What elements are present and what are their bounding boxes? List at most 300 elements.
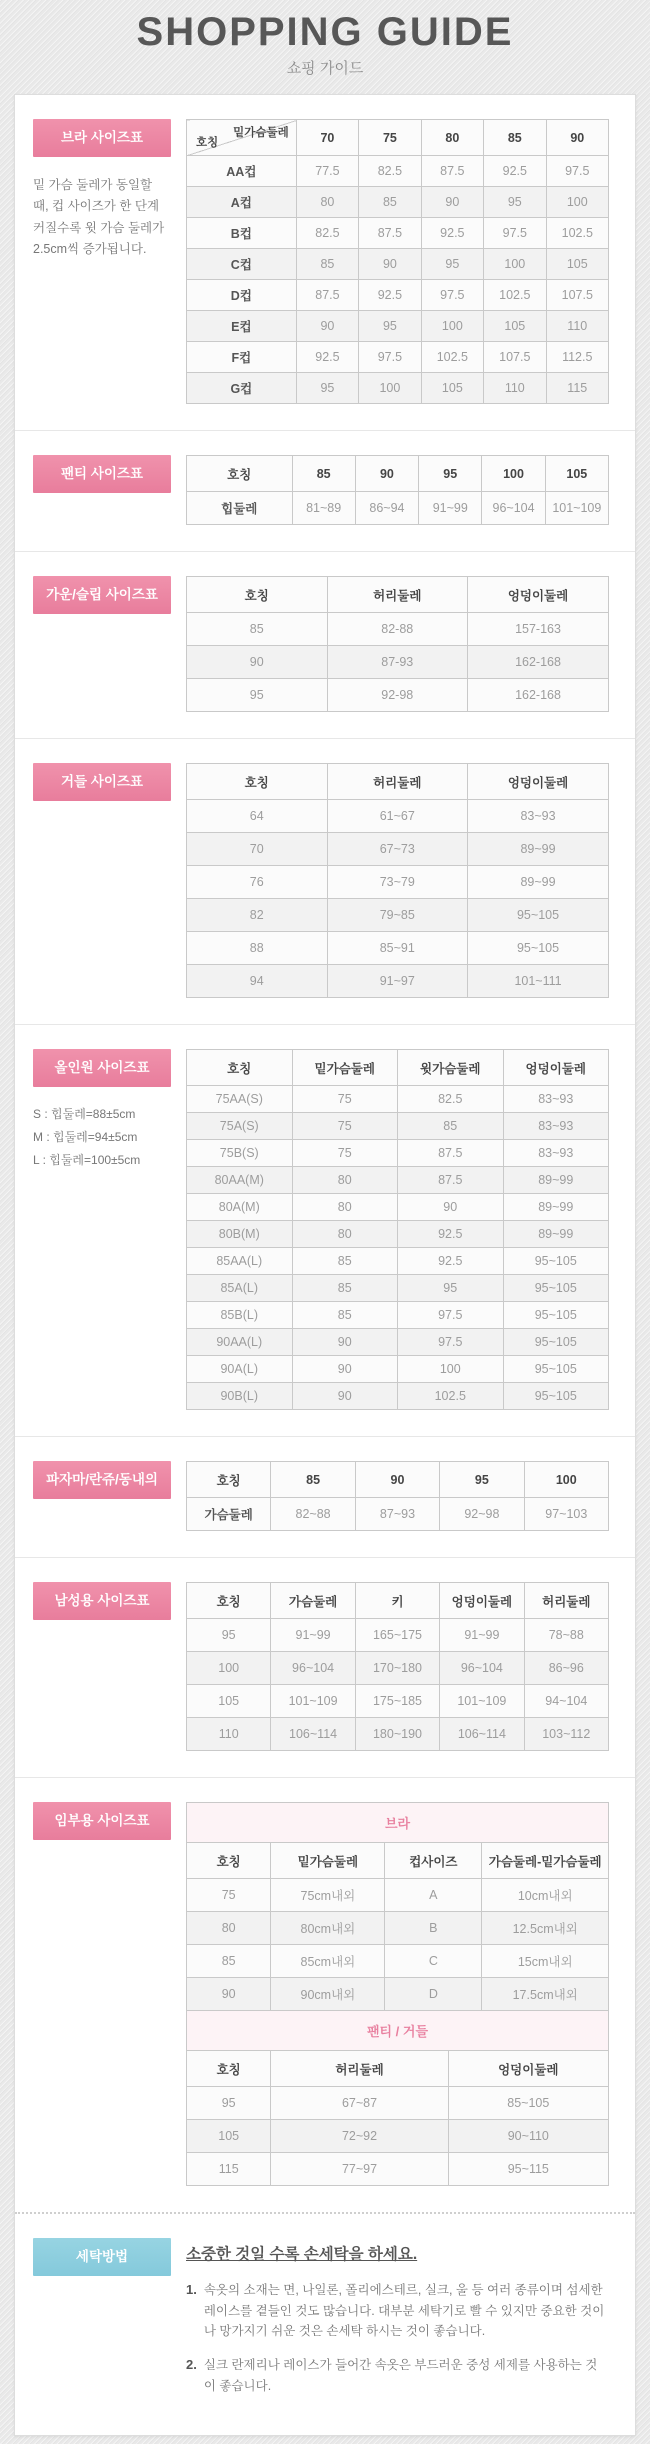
gown-section-label: 가운/슬립 사이즈표 [33, 576, 171, 614]
table-cell: A컵 [187, 187, 297, 218]
table-cell: D컵 [187, 280, 297, 311]
table-cell: 180~190 [355, 1718, 439, 1751]
table-cell: E컵 [187, 311, 297, 342]
table-cell: 95 [296, 373, 358, 404]
table-cell: 89~99 [503, 1221, 609, 1248]
table-cell: C컵 [187, 249, 297, 280]
table-cell: 105 [546, 249, 608, 280]
table-row [187, 249, 609, 280]
table-cell: 96~104 [440, 1652, 524, 1685]
table-cell: 87.5 [296, 280, 358, 311]
table-header-row [187, 1843, 609, 1879]
table-cell: 82.5 [359, 156, 421, 187]
section-washing [15, 2212, 635, 2435]
table-cell: 90 [292, 1329, 398, 1356]
table-cell: 96~104 [271, 1652, 355, 1685]
table-cell: 80 [292, 1221, 398, 1248]
table-header-row [187, 120, 609, 156]
header-cell: 95 [440, 1462, 524, 1498]
table-cell: 95 [359, 311, 421, 342]
section-pajama [15, 1436, 635, 1557]
table-cell: 170~180 [355, 1652, 439, 1685]
table-header-row [187, 1050, 609, 1086]
table-cell: 90 [398, 1194, 504, 1221]
table-cell: 85~91 [327, 932, 468, 965]
table-row [187, 156, 609, 187]
bra-side-column [33, 119, 171, 404]
table-cell: 89~99 [468, 833, 609, 866]
table-cell: 95 [421, 249, 483, 280]
pajama-side-column [33, 1461, 171, 1531]
table-cell: 80 [296, 187, 358, 218]
table-cell: 105 [187, 1685, 271, 1718]
table-cell: 82 [187, 899, 328, 932]
table-cell: 100 [398, 1356, 504, 1383]
section-maternity [15, 1777, 635, 2212]
table-cell: G컵 [187, 373, 297, 404]
table-cell: 83~93 [503, 1113, 609, 1140]
table-cell: 102.5 [398, 1383, 504, 1410]
table-cell: 95 [484, 187, 546, 218]
table-cell: 92.5 [398, 1221, 504, 1248]
mens-side-column [33, 1582, 171, 1751]
table-cell: 91~97 [327, 965, 468, 998]
table-cell: 90 [359, 249, 421, 280]
table-row [187, 218, 609, 249]
table-cell: 85 [359, 187, 421, 218]
page-header [0, 0, 650, 94]
table-row [187, 613, 609, 646]
header-cell: 호칭 [187, 1843, 271, 1879]
header-cell: 호칭 [187, 456, 293, 492]
table-row [187, 342, 609, 373]
table-row [187, 1302, 609, 1329]
table-cell: 100 [484, 249, 546, 280]
table-cell: 95~105 [503, 1248, 609, 1275]
table-cell: 17.5cm내외 [482, 1978, 609, 2011]
girdle-section-label: 거들 사이즈표 [33, 763, 171, 801]
table-header-row [187, 456, 609, 492]
gown-size-table-grid [186, 576, 609, 712]
washing-item-2-number: 2. [186, 2356, 197, 2372]
bra-section-note: 밑 가슴 둘레가 동일할 때, 컵 사이즈가 한 단계 커질수록 윗 가슴 둘레가 2.5cm씩 증가됩니다. [33, 178, 165, 256]
table-cell: 80AA(M) [187, 1167, 293, 1194]
pajama-section-label: 파자마/란쥬/동내의 [33, 1461, 171, 1499]
table-cell: 92.5 [359, 280, 421, 311]
table-cell: 70 [187, 833, 328, 866]
table-cell: 162-168 [468, 646, 609, 679]
table-header-row [187, 764, 609, 800]
table-cell: 75cm내외 [271, 1879, 385, 1912]
table-cell: 102.5 [546, 218, 608, 249]
table-cell: 95 [187, 2087, 271, 2120]
table-cell: 85 [292, 1248, 398, 1275]
table-cell: 102.5 [484, 280, 546, 311]
mens-size-table [186, 1582, 609, 1751]
table-cell: 92.5 [296, 342, 358, 373]
table-cell: 90A(L) [187, 1356, 293, 1383]
table-cell: 90 [296, 311, 358, 342]
table-header-row [187, 577, 609, 613]
table-cell: 85 [292, 1275, 398, 1302]
table-cell: 75 [292, 1140, 398, 1167]
table-cell: 103~112 [524, 1718, 608, 1751]
gown-size-table [186, 576, 609, 712]
table-cell: 95~105 [468, 932, 609, 965]
table-row [187, 1167, 609, 1194]
header-cell: 호칭 [187, 2051, 271, 2087]
page-title: SHOPPING GUIDE [136, 10, 514, 54]
allinone-side-column [33, 1049, 171, 1410]
table-cell: 90 [187, 1978, 271, 2011]
header-cell: 호칭 [187, 764, 328, 800]
header-cell: 윗가슴둘레 [398, 1050, 504, 1086]
table-cell: 100 [546, 187, 608, 218]
table-cell: 97.5 [398, 1302, 504, 1329]
panty-side-column [33, 455, 171, 525]
header-cell: 밑가슴둘레 [271, 1843, 385, 1879]
header-cell: 허리둘레 [327, 764, 468, 800]
table-cell: 75 [292, 1086, 398, 1113]
washing-item-1 [186, 2280, 609, 2342]
table-row [187, 1221, 609, 1248]
section-mens [15, 1557, 635, 1777]
table-cell: 86~96 [524, 1652, 608, 1685]
table-header-row [187, 1462, 609, 1498]
table-cell: 101~109 [271, 1685, 355, 1718]
table-cell: 90 [421, 187, 483, 218]
table-row [187, 932, 609, 965]
allinone-size-table-grid [186, 1049, 609, 1410]
table-cell: 85 [187, 613, 328, 646]
maternity-panty-girdle-table-grid [186, 2050, 609, 2186]
table-cell: 90~110 [448, 2120, 608, 2153]
header-cell: 엉덩이둘레 [448, 2051, 608, 2087]
table-row [187, 646, 609, 679]
header-cell: 가슴둘레-밑가슴둘레 [482, 1843, 609, 1879]
table-row [187, 1275, 609, 1302]
table-row [187, 866, 609, 899]
panty-section-label: 팬티 사이즈표 [33, 455, 171, 493]
table-row [187, 1912, 609, 1945]
table-cell: 95~105 [468, 899, 609, 932]
table-cell: 101~109 [545, 492, 608, 525]
table-cell: 101~109 [440, 1685, 524, 1718]
table-cell: 64 [187, 800, 328, 833]
table-cell: 82.5 [398, 1086, 504, 1113]
pajama-size-table-grid [186, 1461, 609, 1531]
section-allinone [15, 1024, 635, 1436]
table-cell: 95~105 [503, 1275, 609, 1302]
table-row [187, 1248, 609, 1275]
allinone-section-label: 올인원 사이즈표 [33, 1049, 171, 1087]
maternity-panty-girdle-table [186, 2050, 609, 2186]
maternity-side-column [33, 1802, 171, 2186]
header-cell: 100 [482, 456, 545, 492]
washing-item-1-text: 속옷의 소재는 면, 나일론, 폴리에스테르, 실크, 울 등 여러 종류이며 섬세한 레이스를 곁들인 것도 많습니다. 대부분 세탁기로 빨 수 있지만 중요한 것이나 망가지기 쉬운 것은 손세탁 하시는 것이 좋습니다. [203, 2283, 605, 2339]
table-cell: 85AA(L) [187, 1248, 293, 1275]
table-row [187, 1113, 609, 1140]
table-cell: 91~99 [440, 1619, 524, 1652]
table-cell: A [385, 1879, 482, 1912]
header-cell: 컵사이즈 [385, 1843, 482, 1879]
table-row [187, 899, 609, 932]
table-cell: 110 [546, 311, 608, 342]
table-row [187, 1685, 609, 1718]
header-cell: 90 [355, 1462, 439, 1498]
header-cell: 95 [419, 456, 482, 492]
table-cell: 75A(S) [187, 1113, 293, 1140]
table-cell: 89~99 [503, 1194, 609, 1221]
table-row [187, 1619, 609, 1652]
table-cell: 101~111 [468, 965, 609, 998]
table-cell: B컵 [187, 218, 297, 249]
allinone-size-table [186, 1049, 609, 1410]
washing-content [186, 2238, 609, 2409]
corner-cell [187, 120, 297, 156]
table-cell: 80A(M) [187, 1194, 293, 1221]
table-row [187, 1194, 609, 1221]
header-cell: 85 [484, 120, 546, 156]
maternity-bra-table [186, 1842, 609, 2011]
header-cell: 100 [524, 1462, 608, 1498]
table-row [187, 373, 609, 404]
table-cell: 89~99 [503, 1167, 609, 1194]
bra-section-label: 브라 사이즈표 [33, 119, 171, 157]
table-cell: 95 [187, 1619, 271, 1652]
table-cell: 95~105 [503, 1329, 609, 1356]
table-cell: 105 [484, 311, 546, 342]
page-subtitle: 쇼핑 가이드 [286, 60, 364, 77]
header-cell: 키 [355, 1583, 439, 1619]
header-cell: 70 [296, 120, 358, 156]
table-row [187, 1140, 609, 1167]
table-cell: 110 [484, 373, 546, 404]
table-cell: 83~93 [503, 1140, 609, 1167]
header-cell: 가슴둘레 [271, 1583, 355, 1619]
maternity-bra-table-grid [186, 1842, 609, 2011]
table-row [187, 1652, 609, 1685]
table-cell: 89~99 [468, 866, 609, 899]
header-cell: 밑가슴둘레 [292, 1050, 398, 1086]
washing-side-column [33, 2238, 171, 2409]
table-cell: 61~67 [327, 800, 468, 833]
table-cell: 97.5 [546, 156, 608, 187]
table-cell: 72~92 [271, 2120, 448, 2153]
table-row [187, 2153, 609, 2186]
table-cell: 힙둘레 [187, 492, 293, 525]
table-cell: 87.5 [359, 218, 421, 249]
header-cell: 엉덩이둘레 [440, 1583, 524, 1619]
table-cell: 85cm내외 [271, 1945, 385, 1978]
table-cell: 85 [187, 1945, 271, 1978]
table-cell: 88 [187, 932, 328, 965]
bra-size-table [186, 119, 609, 404]
table-cell: F컵 [187, 342, 297, 373]
table-cell: 95 [187, 679, 328, 712]
table-row [187, 1718, 609, 1751]
table-row [187, 280, 609, 311]
table-cell: C [385, 1945, 482, 1978]
table-cell: 92.5 [398, 1248, 504, 1275]
table-cell: AA컵 [187, 156, 297, 187]
header-cell: 엉덩이둘레 [468, 577, 609, 613]
table-row [187, 833, 609, 866]
section-girdle [15, 738, 635, 1024]
table-cell: 12.5cm내외 [482, 1912, 609, 1945]
table-row [187, 1879, 609, 1912]
table-cell: 87-93 [327, 646, 468, 679]
table-cell: 94~104 [524, 1685, 608, 1718]
table-row [187, 1498, 609, 1531]
table-cell: 100 [421, 311, 483, 342]
mens-section-label: 남성용 사이즈표 [33, 1582, 171, 1620]
table-cell: 92~98 [440, 1498, 524, 1531]
table-row [187, 679, 609, 712]
table-cell: 10cm내외 [482, 1879, 609, 1912]
washing-section-label: 세탁방법 [33, 2238, 171, 2276]
table-cell: 85B(L) [187, 1302, 293, 1329]
section-gown-slip [15, 551, 635, 738]
header-cell: 80 [421, 120, 483, 156]
table-cell: 102.5 [421, 342, 483, 373]
table-cell: 91~99 [419, 492, 482, 525]
table-cell: 80cm내외 [271, 1912, 385, 1945]
table-cell: 97.5 [359, 342, 421, 373]
table-cell: 97.5 [398, 1329, 504, 1356]
table-cell: 95~115 [448, 2153, 608, 2186]
table-cell: D [385, 1978, 482, 2011]
table-cell: 79~85 [327, 899, 468, 932]
table-row [187, 187, 609, 218]
table-cell: 73~79 [327, 866, 468, 899]
panty-size-table [186, 455, 609, 525]
table-cell: 100 [359, 373, 421, 404]
table-cell: 90 [292, 1383, 398, 1410]
table-cell: 115 [546, 373, 608, 404]
table-cell: 87.5 [398, 1140, 504, 1167]
header-cell: 호칭 [187, 1583, 271, 1619]
corner-top-label: 밑가슴둘레 [233, 127, 289, 139]
mens-size-table-grid [186, 1582, 609, 1751]
table-cell: 87.5 [398, 1167, 504, 1194]
washing-item-2 [186, 2355, 609, 2396]
table-row [187, 965, 609, 998]
table-cell: 95~105 [503, 1383, 609, 1410]
table-row [187, 2120, 609, 2153]
girdle-side-column [33, 763, 171, 998]
table-cell: 107.5 [484, 342, 546, 373]
header-cell: 105 [545, 456, 608, 492]
header-cell: 85 [292, 456, 355, 492]
header-cell: 85 [271, 1462, 355, 1498]
table-cell: 82-88 [327, 613, 468, 646]
allinone-note-l: L : 힙둘레=100±5cm [33, 1152, 141, 1167]
girdle-size-table [186, 763, 609, 998]
table-cell: 91~99 [271, 1619, 355, 1652]
header-cell: 호칭 [187, 1462, 271, 1498]
header-cell: 90 [355, 456, 418, 492]
maternity-panty-girdle-banner: 팬티 / 거들 [186, 2010, 609, 2051]
header-cell: 엉덩이둘레 [468, 764, 609, 800]
header-cell: 호칭 [187, 577, 328, 613]
panty-size-table-grid [186, 455, 609, 525]
table-cell: 75 [292, 1113, 398, 1140]
table-cell: 92-98 [327, 679, 468, 712]
table-cell: 96~104 [482, 492, 545, 525]
table-cell: 97.5 [421, 280, 483, 311]
table-cell: 90B(L) [187, 1383, 293, 1410]
table-row [187, 1383, 609, 1410]
table-row [187, 800, 609, 833]
table-cell: 85 [292, 1302, 398, 1329]
table-cell: 175~185 [355, 1685, 439, 1718]
table-cell: 80B(M) [187, 1221, 293, 1248]
table-cell: 92.5 [421, 218, 483, 249]
table-cell: 90 [187, 646, 328, 679]
table-cell: 81~89 [292, 492, 355, 525]
table-cell: 75B(S) [187, 1140, 293, 1167]
table-cell: 83~93 [503, 1086, 609, 1113]
table-cell: 77~97 [271, 2153, 448, 2186]
table-cell: 82.5 [296, 218, 358, 249]
table-cell: 165~175 [355, 1619, 439, 1652]
table-cell: 100 [187, 1652, 271, 1685]
pajama-size-table [186, 1461, 609, 1531]
header-cell: 75 [359, 120, 421, 156]
allinone-size-notes [33, 1103, 171, 1171]
table-cell: 67~73 [327, 833, 468, 866]
table-cell: 90 [292, 1356, 398, 1383]
table-row [187, 492, 609, 525]
table-cell: 85 [296, 249, 358, 280]
table-cell: 112.5 [546, 342, 608, 373]
bra-size-table-grid [186, 119, 609, 404]
table-row [187, 1356, 609, 1383]
table-cell: 78~88 [524, 1619, 608, 1652]
table-cell: 157-163 [468, 613, 609, 646]
table-cell: 80 [187, 1912, 271, 1945]
table-row [187, 311, 609, 342]
header-cell: 엉덩이둘레 [503, 1050, 609, 1086]
table-cell: 106~114 [271, 1718, 355, 1751]
table-cell: 85 [398, 1113, 504, 1140]
table-cell: 15cm내외 [482, 1945, 609, 1978]
table-cell: 105 [187, 2120, 271, 2153]
table-cell: 106~114 [440, 1718, 524, 1751]
table-cell: 가슴둘레 [187, 1498, 271, 1531]
table-cell: 97.5 [484, 218, 546, 249]
maternity-section-label: 임부용 사이즈표 [33, 1802, 171, 1840]
header-cell: 허리둘레 [327, 577, 468, 613]
header-cell: 호칭 [187, 1050, 293, 1086]
header-cell: 허리둘레 [524, 1583, 608, 1619]
section-panty [15, 430, 635, 551]
allinone-note-m: M : 힙둘레=94±5cm [33, 1129, 138, 1144]
table-cell: 75AA(S) [187, 1086, 293, 1113]
girdle-size-table-grid [186, 763, 609, 998]
table-cell: 107.5 [546, 280, 608, 311]
table-row [187, 1329, 609, 1356]
table-cell: 76 [187, 866, 328, 899]
table-cell: 162-168 [468, 679, 609, 712]
table-cell: 97~103 [524, 1498, 608, 1531]
table-cell: 92.5 [484, 156, 546, 187]
table-row [187, 1945, 609, 1978]
header-cell: 허리둘레 [271, 2051, 448, 2087]
table-cell: 95~105 [503, 1302, 609, 1329]
table-cell: 95 [398, 1275, 504, 1302]
